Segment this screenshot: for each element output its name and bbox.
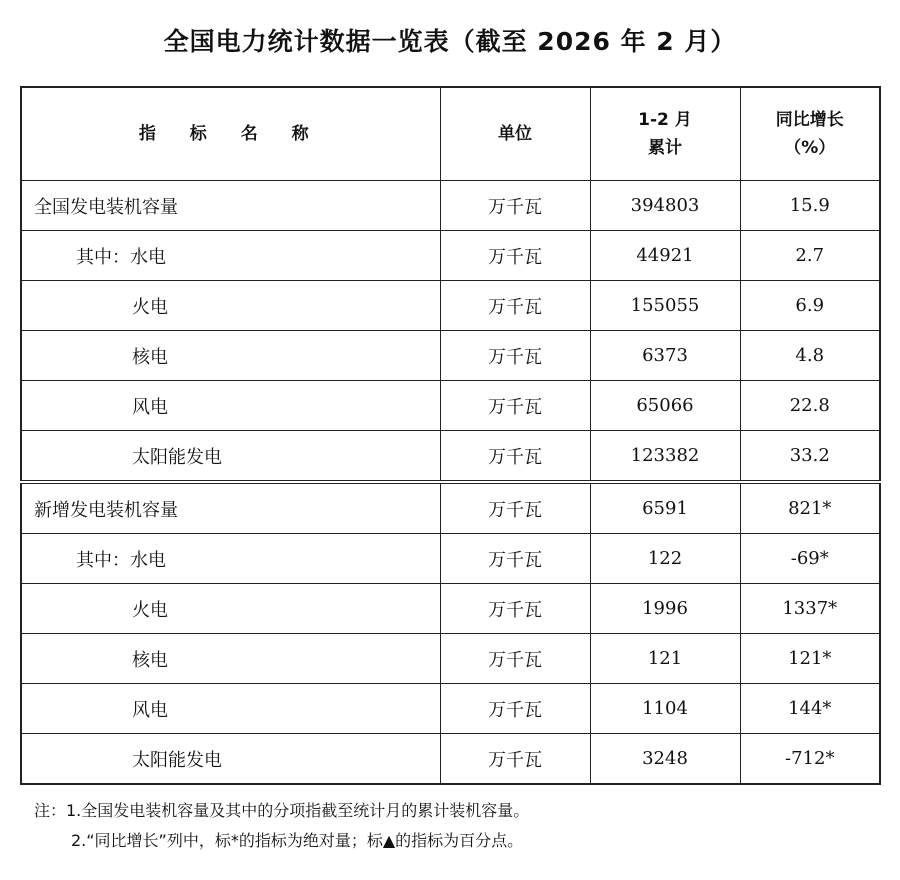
table-row <box>21 231 880 281</box>
unit-cell: 万千瓦 <box>440 482 590 534</box>
unit-cell: 万千瓦 <box>440 634 590 684</box>
footnote-1: 注：1.全国发电装机容量及其中的分项指截至统计月的累计装机容量。 <box>34 801 530 820</box>
table-row <box>21 734 880 785</box>
statistics-table <box>20 86 881 785</box>
unit-cell: 万千瓦 <box>440 231 590 281</box>
table-row <box>21 584 880 634</box>
indicator-name-cell: 核电 <box>21 634 440 684</box>
yoy-growth-cell: 15.9 <box>740 181 880 231</box>
footnotes <box>34 796 880 856</box>
unit-cell: 万千瓦 <box>440 181 590 231</box>
yoy-growth-cell: 1337* <box>740 584 880 634</box>
cumulative-value-cell: 6373 <box>590 331 740 381</box>
header-unit: 单位 <box>440 87 590 181</box>
yoy-growth-cell: 121* <box>740 634 880 684</box>
unit-cell: 万千瓦 <box>440 684 590 734</box>
unit-cell: 万千瓦 <box>440 431 590 483</box>
cumulative-value-cell: 121 <box>590 634 740 684</box>
cumulative-value-cell: 65066 <box>590 381 740 431</box>
unit-cell: 万千瓦 <box>440 734 590 785</box>
yoy-growth-cell: 6.9 <box>740 281 880 331</box>
cumulative-value-cell: 155055 <box>590 281 740 331</box>
yoy-growth-cell: 2.7 <box>740 231 880 281</box>
indicator-name-cell: 风电 <box>21 684 440 734</box>
yoy-growth-cell: 4.8 <box>740 331 880 381</box>
header-cumulative-line2: 累计 <box>648 138 682 158</box>
yoy-growth-cell: 22.8 <box>740 381 880 431</box>
yoy-growth-cell: 144* <box>740 684 880 734</box>
header-cumulative <box>590 87 740 181</box>
header-yoy-line1: 同比增长 <box>775 110 844 130</box>
table-row <box>21 331 880 381</box>
header-indicator-name: 指 标 名 称 <box>21 87 440 181</box>
cumulative-value-cell: 394803 <box>590 181 740 231</box>
header-yoy-line2: （%） <box>784 138 836 158</box>
yoy-growth-cell: 821* <box>740 482 880 534</box>
table-row <box>21 381 880 431</box>
cumulative-value-cell: 1104 <box>590 684 740 734</box>
page-title: 全国电力统计数据一览表（截至 2026 年 2 月） <box>163 27 737 56</box>
table-row <box>21 684 880 734</box>
table-row <box>21 482 880 534</box>
cumulative-value-cell: 122 <box>590 534 740 584</box>
footnote-2: 2.“同比增长”列中，标*的指标为绝对量；标▲的指标为百分点。 <box>71 831 524 850</box>
indicator-name-cell: 核电 <box>21 331 440 381</box>
table-row <box>21 431 880 483</box>
header-yoy-growth <box>740 87 880 181</box>
yoy-growth-cell: -69* <box>740 534 880 584</box>
cumulative-value-cell: 123382 <box>590 431 740 483</box>
indicator-name-cell: 新增发电装机容量 <box>21 482 440 534</box>
indicator-name-cell: 火电 <box>21 584 440 634</box>
table-header-row <box>21 87 880 181</box>
table-row <box>21 534 880 584</box>
cumulative-value-cell: 44921 <box>590 231 740 281</box>
table-row <box>21 181 880 231</box>
indicator-name-cell: 其中：水电 <box>21 534 440 584</box>
header-cumulative-line1: 1-2 月 <box>638 110 692 130</box>
indicator-name-cell: 全国发电装机容量 <box>21 181 440 231</box>
yoy-growth-cell: -712* <box>740 734 880 785</box>
unit-cell: 万千瓦 <box>440 534 590 584</box>
table-row <box>21 634 880 684</box>
indicator-name-cell: 其中：水电 <box>21 231 440 281</box>
yoy-growth-cell: 33.2 <box>740 431 880 483</box>
indicator-name-cell: 风电 <box>21 381 440 431</box>
indicator-name-cell: 太阳能发电 <box>21 431 440 483</box>
indicator-name-cell: 太阳能发电 <box>21 734 440 785</box>
indicator-name-cell: 火电 <box>21 281 440 331</box>
cumulative-value-cell: 1996 <box>590 584 740 634</box>
unit-cell: 万千瓦 <box>440 281 590 331</box>
cumulative-value-cell: 3248 <box>590 734 740 785</box>
unit-cell: 万千瓦 <box>440 381 590 431</box>
cumulative-value-cell: 6591 <box>590 482 740 534</box>
table-row <box>21 281 880 331</box>
unit-cell: 万千瓦 <box>440 584 590 634</box>
unit-cell: 万千瓦 <box>440 331 590 381</box>
